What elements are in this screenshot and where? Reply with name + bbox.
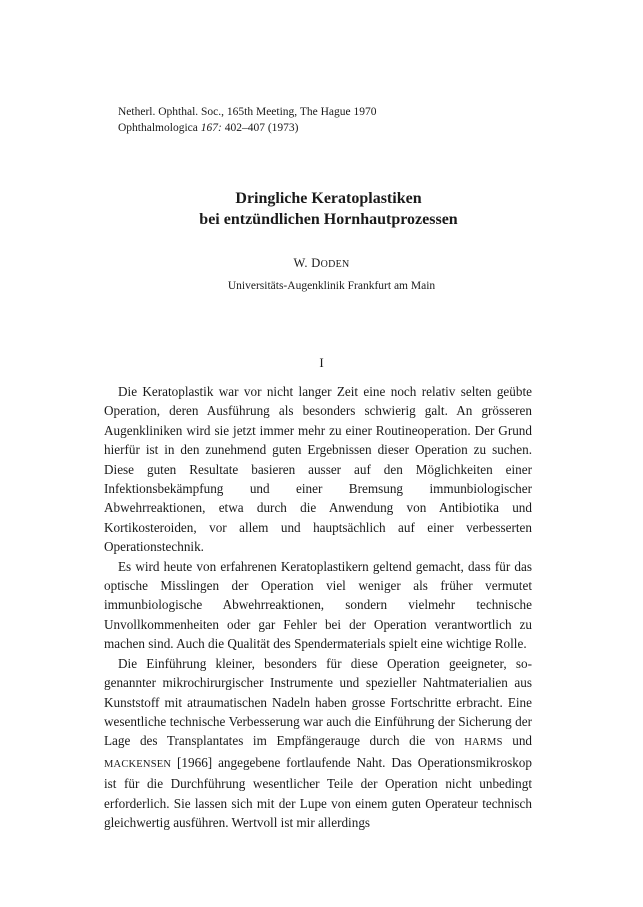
author-surname: ODEN (320, 259, 350, 270)
title-line-1: Dringliche Keratoplastiken (235, 190, 422, 207)
paragraph-2: Es wird heute von erfahrenen Keratoplastikern geltend gemacht, dass für das optische Misslingen der Operation viel weniger als früher vermutet immunbiologische Abwehrreaktionen, sondern vielmehr technische Unvollkommenheiten oder gar Fehler bei der Operation verantwortlich zu machen sind. Auch die Qualität des Spendermaterials spielt eine wichtige Rolle. (104, 558, 532, 652)
journal-citation (118, 104, 377, 136)
section-number: I (319, 355, 324, 370)
author-name-harms: HARMS (464, 737, 503, 749)
journal-name: Ophthalmologica (118, 122, 201, 134)
paragraph-3-text-b: [1966] angegebene fortlaufende Naht. Das Operationsmikroskop ist für die Durchführung wesentlicher Teile der Operation nicht unbedingt erforderlich. Sie lassen sich mit der Lupe von einem guten Operateur technisch gleichwertig ausführen. Wertvoll ist mir allerdings (104, 754, 532, 830)
citation-journal-line (118, 120, 377, 136)
paragraph-3-conjunction: und (502, 733, 533, 749)
paragraph-3 (104, 654, 532, 833)
title-line-2: bei entzündlichen Hornhautprozessen (199, 211, 458, 228)
author-name-mackensen: MACKENSEN (104, 758, 172, 770)
paragraph-1: Die Keratoplastik war vor nicht langer Zeit eine noch relativ selten geübte Operation, deren Ausführung als besonders schwierig galt. An grösseren Augenkliniken wird sie jetzt immer mehr zu einer Routineoperation. Der Grund hierfür ist in den zunehmend guten Ergebnissen dieser Operation zu suchen. Diese guten Resultate basieren ausser auf den Möglichkeiten einer Infektionsbekämpfung und einer Bremsung immunbiologischer Abwehrreaktionen, etwa durch die Anwendung von Antibiotika und Kortikosteroiden, vor allem und hauptsächlich auf einer verbesserten Operationstechnik. (104, 384, 532, 555)
author-affiliation: Universitäts-Augenklinik Frankfurt am Main (227, 280, 436, 292)
article-title (0, 188, 643, 230)
article-author (0, 256, 643, 271)
paragraph-3-text-a: Die Einführung kleiner, besonders für diese Operation geeigneter, sogenannter mikrochirurgischer Instrumente und spezieller Nahtmaterialien aus Kunststoff mit atraumatischen Nadeln haben grosse Fortschritte erbracht. Eine wesentliche technische Verbesserung war auch die Einführung der Sicherung der Lage des Transplantates im Empfängerauge durch die von (104, 655, 532, 749)
author-initial: W. D (293, 256, 321, 270)
journal-pages: 402–407 (1973) (221, 122, 299, 134)
article-body (104, 382, 532, 832)
journal-volume: 167: (200, 122, 222, 134)
citation-meeting-line: Netherl. Ophthal. Soc., 165th Meeting, The Hague 1970 (118, 106, 377, 118)
